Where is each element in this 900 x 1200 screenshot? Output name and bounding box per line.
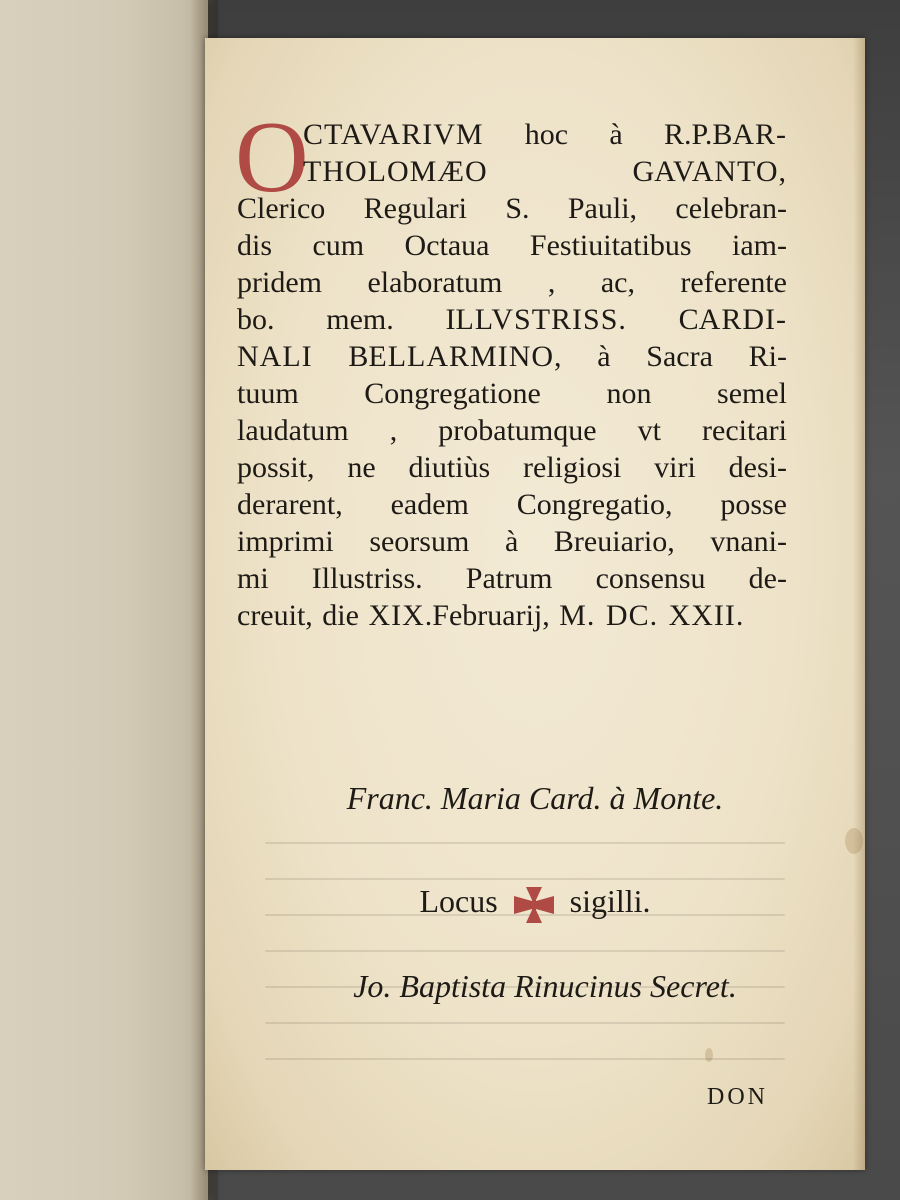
text-line: dis cum Octaua Festiuitatibus iam-	[237, 229, 787, 262]
text-segment: bo. mem. I	[237, 303, 456, 336]
locus-label: Locus	[419, 883, 498, 919]
text-segment: C	[626, 303, 699, 336]
foxing-stain	[845, 828, 863, 854]
text-segment: LLVSTRISS.	[455, 303, 627, 336]
text-segment: AR-	[732, 118, 787, 151]
secretary-signature: Jo. Baptista Rinucinus Secret.	[353, 968, 737, 1004]
text-line: derarent, eadem Congregatio, posse	[237, 488, 787, 521]
text-segment: , à Sacra Ri-	[554, 340, 787, 373]
page-edge-shadow	[853, 38, 865, 1170]
text-segment: AVANTO,	[654, 155, 787, 188]
text-line	[237, 153, 787, 190]
catchword: DON	[707, 1084, 768, 1110]
text-segment: G	[487, 155, 655, 188]
bleed-through-text	[245, 808, 805, 1108]
text-segment: B	[312, 340, 369, 373]
text-segment: M. DC. XXII.	[559, 599, 745, 632]
text-segment: hoc à R.P.B	[483, 118, 733, 151]
red-cross-pattee-icon	[512, 885, 556, 925]
text-line	[237, 116, 787, 153]
text-segment: THOLOMÆO	[303, 155, 488, 188]
facing-page	[0, 0, 208, 1200]
text-segment: CTAVARIVM	[303, 118, 484, 151]
text-line: mi Illustriss. Patrum consensu de-	[237, 562, 787, 595]
text-line: imprimi seorsum à Breuiario, vnani-	[237, 525, 787, 558]
text-line: tuum Congregatione non semel	[237, 377, 787, 410]
text-line: possit, ne diutiùs religiosi viri desi-	[237, 451, 787, 484]
text-segment: NALI	[237, 340, 313, 373]
book-page	[205, 38, 865, 1170]
text-line	[237, 338, 787, 375]
sigilli-label: sigilli.	[569, 883, 651, 919]
text-line: Clerico Regulari S. Pauli, celebran-	[237, 192, 787, 225]
text-line: laudatum , probatumque vt recitari	[237, 414, 787, 447]
text-segment: .Februarij,	[424, 599, 560, 632]
text-line: pridem elaboratum , ac, referente	[237, 266, 787, 299]
text-segment: creuit, die	[237, 599, 369, 632]
seal-line	[205, 883, 865, 925]
text-line	[237, 301, 787, 338]
text-segment: ELLARMINO	[368, 340, 555, 373]
cardinal-signature: Franc. Maria Card. à Monte.	[346, 780, 724, 816]
text-segment: ARDI-	[698, 303, 787, 336]
text-line	[237, 597, 787, 634]
text-segment: XIX	[368, 599, 425, 632]
drop-cap: O	[235, 101, 309, 214]
decree-text	[235, 101, 787, 634]
